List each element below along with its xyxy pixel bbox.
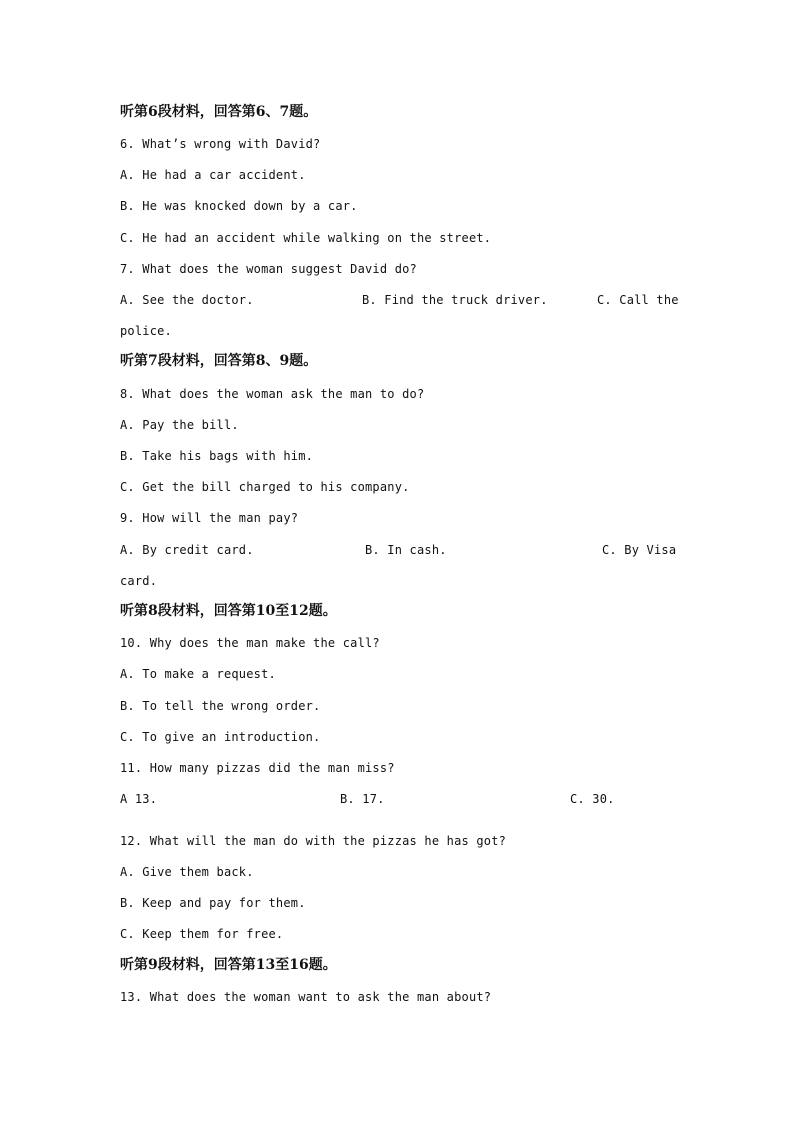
section-heading: 听第7段材料，回答第8、9题。 — [120, 353, 318, 369]
option-11c: C. 30. — [570, 792, 615, 806]
option-6c: C. He had an accident while walking on the street. — [120, 231, 492, 245]
option-9b: B. In cash. — [365, 543, 447, 557]
option-9c-continued: card. — [120, 574, 158, 588]
section-heading: 听第6段材料，回答第6、7题。 — [120, 104, 318, 120]
option-9a: A. By credit card. — [120, 543, 254, 557]
option-8c: C. Get the bill charged to his company. — [120, 480, 410, 494]
option-10a: A. To make a request. — [120, 667, 276, 681]
option-10c: C. To give an introduction. — [120, 730, 321, 744]
option-11b: B. 17. — [340, 792, 385, 806]
option-7b: B. Find the truck driver. — [362, 293, 548, 307]
option-10b: B. To tell the wrong order. — [120, 699, 321, 713]
question-10: 10. Why does the man make the call? — [120, 636, 380, 650]
option-7a: A. See the doctor. — [120, 293, 254, 307]
section-heading: 听第9段材料，回答第13至16题。 — [120, 957, 337, 973]
question-6: 6. What’s wrong with David? — [120, 137, 321, 151]
question-11: 11. How many pizzas did the man miss? — [120, 761, 395, 775]
option-12c: C. Keep them for free. — [120, 927, 284, 941]
option-8a: A. Pay the bill. — [120, 418, 239, 432]
question-8: 8. What does the woman ask the man to do? — [120, 387, 425, 401]
question-9: 9. How will the man pay? — [120, 511, 299, 525]
question-13: 13. What does the woman want to ask the man about? — [120, 990, 492, 1004]
option-12a: A. Give them back. — [120, 865, 254, 879]
option-11a: A 13. — [120, 792, 158, 806]
option-7c: C. Call the — [597, 293, 679, 307]
option-7c-continued: police. — [120, 324, 172, 338]
option-6a: A. He had a car accident. — [120, 168, 306, 182]
question-12: 12. What will the man do with the pizzas he has got? — [120, 834, 507, 848]
option-8b: B. Take his bags with him. — [120, 449, 314, 463]
option-6b: B. He was knocked down by a car. — [120, 199, 358, 213]
option-12b: B. Keep and pay for them. — [120, 896, 306, 910]
question-7: 7. What does the woman suggest David do? — [120, 262, 417, 276]
section-heading: 听第8段材料，回答第10至12题。 — [120, 603, 337, 619]
option-9c: C. By Visa — [602, 543, 677, 557]
